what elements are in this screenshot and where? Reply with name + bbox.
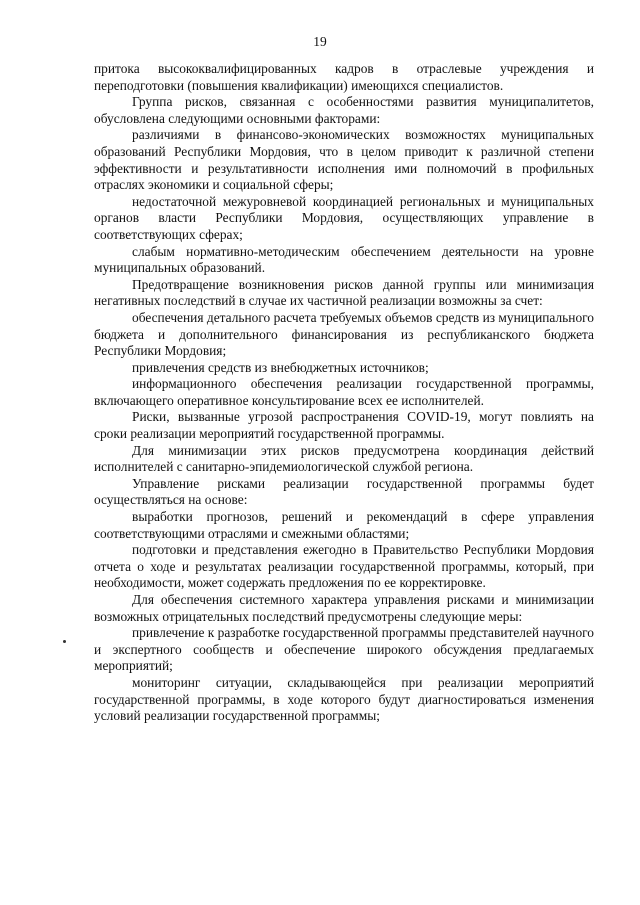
paragraph: Для минимизации этих рисков предусмотрена координация действий исполнителей с санитарно-эпидемиологической службой региона.: [94, 442, 594, 475]
page-number: 19: [313, 34, 327, 49]
paragraph: выработки прогнозов, решений и рекомендаций в сфере управления соответствующими отраслями и смежными областями;: [94, 509, 594, 541]
paragraph: недостаточной межуровневой координацией региональных и муниципальных органов власти Республики Мордовия, осуществляющих управление в соответствующих сферах;: [94, 193, 594, 242]
paragraph: подготовки и представления ежегодно в Правительство Республики Мордовия отчета о ходе и результатах реализации государственной программы, который, при необходимости, может содержать предложения по ее корректировке.: [94, 542, 594, 591]
paragraph: Управление рисками реализации государственной программы будет осуществляться на основе:: [94, 475, 594, 508]
page-body: [94, 61, 594, 725]
scan-speck: [63, 640, 66, 643]
paragraph: слабым нормативно-методическим обеспечением деятельности на уровне муниципальных образований.: [94, 243, 594, 276]
paragraph: различиями в финансово-экономических возможностях муниципальных образований Республики Мордовия, что в целом приводит к различной степени эффективности и результативности исполнения ими полномочий в профильных отраслях экономики и социальной сферы;: [94, 127, 594, 193]
paragraph: обеспечения детального расчета требуемых объемов средств из муниципального бюджета и дополнительного финансирования из республиканского бюджета Республики Мордовия;: [94, 309, 594, 359]
paragraph: Риски, вызванные угрозой распространения COVID-19, могут повлиять на сроки реализации мероприятий государственной программы.: [94, 409, 594, 442]
paragraph: привлечение к разработке государственной программы представителей научного и экспертного сообществ и обеспечение широкого обсуждения предлагаемых мероприятий;: [94, 625, 594, 674]
paragraph: притока высококвалифицированных кадров в отраслевые учреждения и переподготовки (повышения квалификации) имеющихся специалистов.: [94, 61, 594, 93]
paragraph: привлечения средств из внебюджетных источников;: [132, 359, 429, 375]
paragraph: Предотвращение возникновения рисков данной группы или минимизация негативных последствий в случае их частичной реализации возможны за счет:: [94, 276, 594, 309]
paragraph: Для обеспечения системного характера управления рисками и минимизации возможных отрицательных последствий предусмотрены следующие меры:: [94, 592, 594, 624]
paragraph: мониторинг ситуации, складывающейся при реализации мероприятий государственной программы, в ходе которого будут диагностироваться изменения условий реализации государственной программы;: [94, 674, 594, 724]
paragraph: Группа рисков, связанная с особенностями развития муниципалитетов, обусловлена следующими основными факторами:: [94, 94, 594, 126]
paragraph: информационного обеспечения реализации государственной программы, включающего оперативное консультирование всех ее исполнителей.: [94, 376, 594, 408]
